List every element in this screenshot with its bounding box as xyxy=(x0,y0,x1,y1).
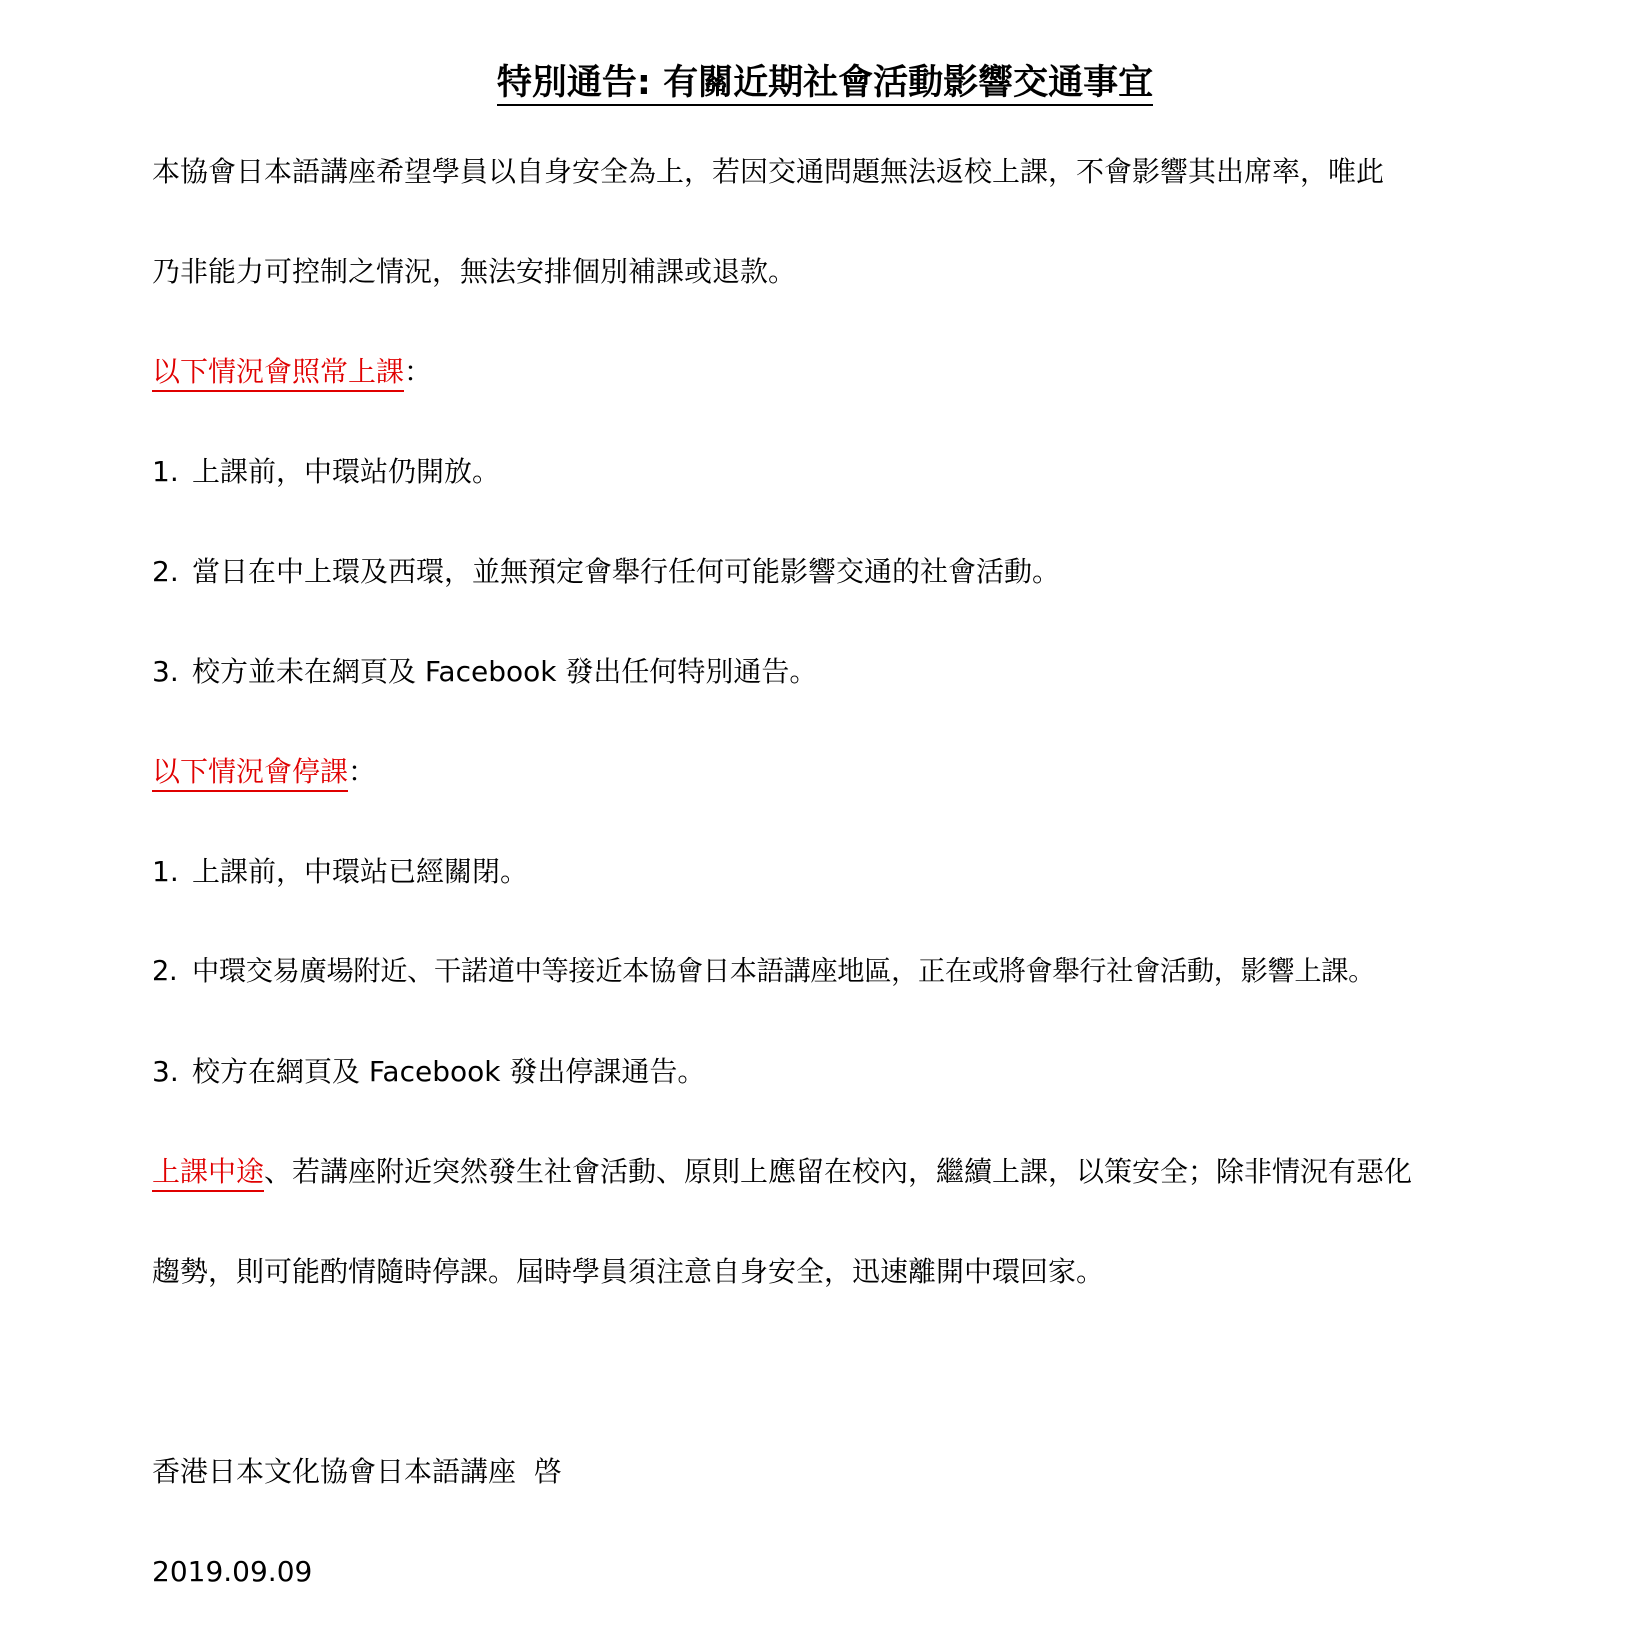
suspend-heading-colon: ： xyxy=(348,755,377,788)
normal-item-2 xyxy=(152,552,1060,592)
normal-heading-colon: ： xyxy=(404,355,433,388)
date: 2019.09.09 xyxy=(152,1555,313,1588)
suspend-section-heading xyxy=(152,752,376,792)
list-number: 1. xyxy=(152,855,179,888)
intro-line-2: 乃非能力可控制之情況，無法安排個別補課或退款。 xyxy=(152,255,797,288)
normal-heading-label: 以下情況會照常上課 xyxy=(152,355,404,392)
list-item-text: 校方並未在網頁及 Facebook 發出任何特別通告。 xyxy=(192,655,818,688)
suspend-item-2 xyxy=(152,952,1375,992)
normal-item-3 xyxy=(152,652,817,692)
normal-item-1 xyxy=(152,452,500,492)
midclass-heading: 上課中途 xyxy=(152,1155,264,1192)
suspend-heading-label: 以下情況會停課 xyxy=(152,755,348,792)
list-item-text: 上課前，中環站仍開放。 xyxy=(192,455,501,488)
suspend-item-3 xyxy=(152,1052,705,1092)
list-number: 1. xyxy=(152,455,179,488)
list-item-text: 中環交易廣場附近、干諾道中等接近本協會日本語講座地區，正在或將會舉行社會活動，影響上課。 xyxy=(192,956,1376,987)
list-item-text: 當日在中上環及西環，並無預定會舉行任何可能影響交通的社會活動。 xyxy=(192,555,1061,588)
list-number: 2. xyxy=(152,555,179,588)
intro-line-1: 本協會日本語講座希望學員以自身安全為上，若因交通問題無法返校上課，不會影響其出席率，唯此 xyxy=(152,155,1385,188)
list-number: 2. xyxy=(152,956,178,987)
midclass-line-1 xyxy=(152,1152,1412,1192)
notice-title xyxy=(0,58,1650,108)
notice-title-text: 特別通告: 有關近期社會活動影響交通事宜 xyxy=(497,63,1153,106)
list-number: 3. xyxy=(152,655,179,688)
midclass-line-1-text: 、若講座附近突然發生社會活動、原則上應留在校內，繼續上課，以策安全；除非情況有惡化 xyxy=(264,1155,1413,1188)
midclass-line-2: 趨勢，則可能酌情隨時停課。屆時學員須注意自身安全，迅速離開中環回家。 xyxy=(152,1255,1105,1288)
signature: 香港日本文化協會日本語講座 啓 xyxy=(152,1455,562,1488)
normal-section-heading xyxy=(152,352,432,392)
suspend-item-1 xyxy=(152,852,528,892)
list-number: 3. xyxy=(152,1055,179,1088)
list-item-text: 校方在網頁及 Facebook 發出停課通告。 xyxy=(192,1055,706,1088)
list-item-text: 上課前，中環站已經關閉。 xyxy=(192,855,529,888)
